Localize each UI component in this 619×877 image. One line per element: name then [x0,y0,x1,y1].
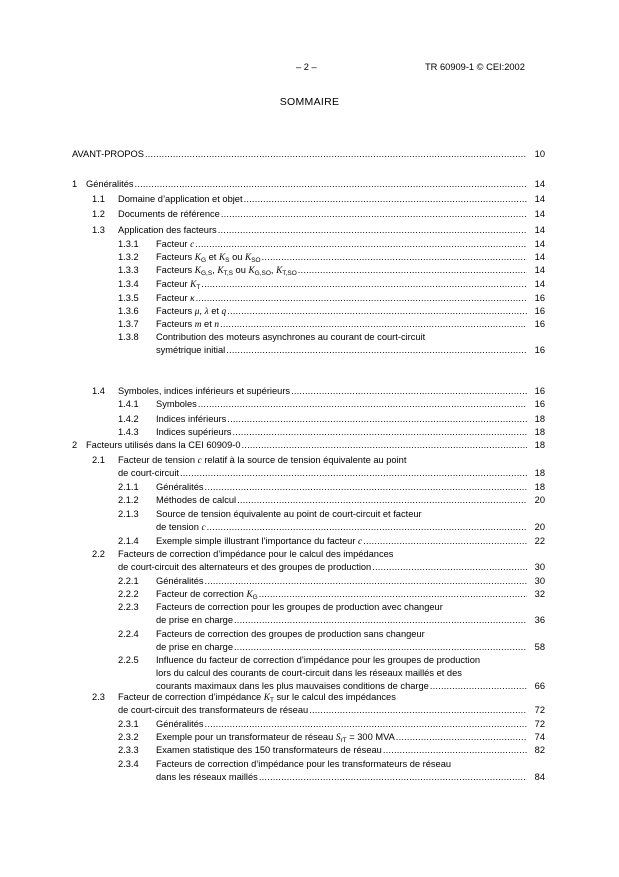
toc-leader-dots [201,278,527,290]
toc-entry-number: 2.1.3 [118,509,139,519]
toc-entry[interactable] [0,654,619,691]
toc-entry[interactable] [0,601,619,625]
toc-entry-page: 22 [534,536,545,546]
toc-entry-number: 1.3.8 [118,332,139,342]
toc-entry-number: 1.2 [92,209,105,219]
toc-entry-title: Facteur de correction $K_G$ [156,589,258,601]
toc-entry-page: 66 [534,681,545,691]
toc-entry[interactable] [0,292,619,304]
toc-entry-page: 14 [534,265,545,275]
toc-entry-title: Symboles [156,399,197,409]
toc-entry-page: 14 [534,239,545,249]
toc-entry-title: Généralités [86,179,134,189]
toc-entry-title-continued: de court-circuit des transformateurs de réseau [118,705,309,715]
toc-entry[interactable] [0,758,619,782]
toc-entry-page: 18 [534,440,545,450]
toc-entry-title: Influence du facteur de correction d’impédance pour les groupes de production [156,655,481,665]
toc-entry[interactable] [0,278,619,290]
toc-entry[interactable] [0,744,619,756]
toc-leader-dots [396,731,527,743]
toc-entry-title: AVANT-PROPOS [72,149,144,159]
document-reference: TR 60909-1 © CEI:2002 [425,62,525,72]
toc-entry[interactable] [0,535,619,547]
toc-leader-dots [363,535,527,547]
toc-entry[interactable] [0,331,619,355]
toc-entry-page: 74 [534,732,545,742]
toc-entry[interactable] [0,454,619,478]
toc-entry-page: 14 [534,194,545,204]
toc-entry-number: 1.4.2 [118,414,139,424]
toc-entry-title: Méthodes de calcul [156,495,237,505]
toc-entry-page: 58 [534,642,545,652]
toc-entry-number: 2.2.5 [118,655,139,665]
toc-entry-number: 2.3 [92,692,105,702]
toc-entry-page: 14 [534,279,545,289]
toc-entry-title: Généralités [156,576,204,586]
page-title: SOMMAIRE [279,96,340,108]
toc-entry-number: 1.3.1 [118,239,139,249]
toc-leader-dots [218,224,527,236]
toc-entry-title: Facteur de tension c relatif à la source de tension équivalente au point [118,455,407,466]
toc-entry-page: 16 [534,306,545,316]
toc-entry-page: 18 [534,482,545,492]
toc-leader-dots [226,344,527,356]
toc-entry-title: Facteurs de correction pour les groupes de production avec changeur [156,602,443,612]
toc-entry[interactable] [0,426,619,438]
toc-entry[interactable] [0,178,619,190]
toc-entry-page: 14 [534,209,545,219]
toc-entry-page: 16 [534,386,545,396]
toc-leader-dots [309,704,527,716]
toc-entry-title-continued: de court-circuit des alternateurs et des groupes de production [118,562,372,572]
toc-entry-page: 14 [534,225,545,235]
toc-entry-page: 82 [534,745,545,755]
toc-entry-title-continued: de court-circuit [118,468,179,478]
toc-entry[interactable] [0,318,619,330]
toc-entry-title: Facteur c [156,239,195,250]
toc-entry-number: 2.2.3 [118,602,139,612]
toc-leader-dots [234,614,527,626]
toc-entry-title-continued: courants maximaux dans les plus mauvaises conditions de charge [156,681,429,691]
toc-entry[interactable] [0,413,619,425]
toc-entry-title: Facteurs $K_{G,S}$, $K_{T,S}$ ou $K_{G,SO}$, $K_{T,SO}$ [156,265,297,277]
toc-leader-dots [227,305,527,317]
toc-entry-number: 1.3.5 [118,293,139,303]
toc-entry-page: 72 [534,705,545,715]
toc-leader-dots [195,238,527,250]
toc-entry-number: 2.2 [92,549,105,559]
toc-entry-number: 2.2.4 [118,629,139,639]
toc-entry-page: 32 [534,589,545,599]
toc-entry-title: Facteurs de correction des groupes de production sans changeur [156,629,425,639]
toc-entry-title: Documents de référence [118,209,220,219]
toc-entry-number: 2.1.2 [118,495,139,505]
toc-entry-title: Facteurs $K_G$ et $K_S$ ou $K_{SO}$ [156,252,261,264]
toc-entry-number: 1.4.3 [118,427,139,437]
toc-entry[interactable] [0,208,619,220]
toc-entry-number: 2.3.1 [118,719,139,729]
toc-leader-dots [205,575,527,587]
toc-entry-title: Facteurs m et n [156,319,220,330]
toc-entry-page: 30 [534,562,545,572]
toc-entry-title: Facteurs de correction d’impédance pour les transformateurs de réseau [156,759,452,769]
toc-entry-page: 72 [534,719,545,729]
toc-entry-page: 20 [534,495,545,505]
toc-entry-title: Indices supérieurs [156,427,232,437]
toc-leader-dots [234,641,527,653]
toc-entry-number: 1.3.3 [118,265,139,275]
toc-entry-number: 2.1.1 [118,482,139,492]
toc-entry[interactable] [0,439,619,451]
toc-entry[interactable] [0,575,619,587]
toc-entry[interactable] [0,224,619,236]
toc-leader-dots [259,771,527,783]
toc-entry[interactable] [0,148,619,160]
toc-entry-title-continued: de prise en charge [156,615,234,625]
toc-leader-dots [220,318,527,330]
toc-leader-dots [227,413,527,425]
toc-leader-dots [135,178,527,190]
toc-entry-title: Facteurs utilisés dans la CEI 60909-0 [86,440,241,450]
toc-leader-dots [244,193,527,205]
toc-entry-number: 1.4.1 [118,399,139,409]
toc-leader-dots [242,439,527,451]
toc-leader-dots [232,426,527,438]
toc-entry[interactable] [0,508,619,533]
toc-leader-dots [196,292,527,304]
toc-entry[interactable] [0,385,619,397]
toc-entry[interactable] [0,691,619,715]
toc-leader-dots [180,467,527,479]
toc-entry-title: Examen statistique des 150 transformateurs de réseau [156,745,382,755]
toc-entry-number: 1.1 [92,194,105,204]
toc-entry-title: Facteur $K_T$ [156,279,201,291]
toc-entry-number: 2.2.2 [118,589,139,599]
page-number: – 2 – [296,62,317,72]
toc-entry-page: 18 [534,414,545,424]
toc-entry-number: 1.3.2 [118,252,139,262]
toc-entry-number: 2.3.3 [118,745,139,755]
toc-entry-title: Facteurs de correction d’impédance pour le calcul des impédances [118,549,394,559]
toc-entry-page: 18 [534,468,545,478]
toc-entry-number: 1.3.7 [118,319,139,329]
toc-leader-dots [372,561,527,573]
toc-entry[interactable] [0,588,619,600]
toc-entry-title: Facteur de correction d’impédance $K_T$ sur le calcul des impédances [118,692,396,704]
toc-entry-number: 2.1 [92,455,105,465]
toc-leader-dots [383,744,527,756]
toc-entry-page: 16 [534,319,545,329]
toc-leader-dots [198,398,527,410]
toc-entry-title: Indices inférieurs [156,414,227,424]
toc-entry-number: 1.3 [92,225,105,235]
toc-entry-page: 16 [534,345,545,355]
toc-entry-number: 2.1.4 [118,536,139,546]
toc-entry-title: Généralités [156,719,204,729]
toc-leader-dots [145,148,527,160]
toc-entry-page: 36 [534,615,545,625]
toc-entry-title-continued: lors du calcul des courants de court-circuit dans les réseaux maillés et des [156,668,462,678]
toc-leader-dots [262,251,527,263]
toc-leader-dots [291,385,527,397]
toc-entry-title: Exemple pour un transformateur de réseau $S_{rT} = 300$ MVA [156,732,395,744]
toc-entry[interactable] [0,305,619,317]
toc-entry-page: 16 [534,399,545,409]
toc-entry[interactable] [0,251,619,263]
toc-leader-dots [205,718,527,730]
toc-entry-title: Facteur κ [156,293,195,304]
toc-entry-page: 10 [534,149,545,159]
toc-entry-title: Domaine d’application et objet [118,194,243,204]
toc-entry-number: 2.3.2 [118,732,139,742]
toc-entry-page: 18 [534,427,545,437]
toc-entry-number: 2 [72,440,78,450]
toc-entry-number: 1.4 [92,386,105,396]
toc-entry-title: Exemple simple illustrant l’importance du facteur c [156,536,363,547]
toc-entry[interactable] [0,494,619,506]
toc-entry-title-continued: dans les réseaux maillés [156,772,258,782]
toc-entry-title: Application des facteurs [118,225,217,235]
toc-entry-title: Facteurs μ, λ et q [156,306,227,317]
toc-leader-dots [259,588,527,600]
toc-entry-page: 20 [534,522,545,532]
toc-entry-page: 30 [534,576,545,586]
toc-entry[interactable] [0,718,619,730]
toc-entry-page: 14 [534,179,545,189]
toc-entry-number: 1.3.6 [118,306,139,316]
toc-entry-page: 84 [534,772,545,782]
toc-entry[interactable] [0,731,619,743]
toc-entry[interactable] [0,398,619,410]
toc-entry[interactable] [0,481,619,493]
toc-entry[interactable] [0,193,619,205]
toc-entry[interactable] [0,238,619,250]
toc-entry-title: Source de tension équivalente au point de court-circuit et facteur [156,509,422,519]
toc-entry[interactable] [0,548,619,572]
toc-entry-title-continued: de tension c [156,522,206,533]
toc-leader-dots [237,494,527,506]
toc-entry-title: Généralités [156,482,204,492]
toc-entry-title-continued: de prise en charge [156,642,234,652]
toc-entry-page: 16 [534,293,545,303]
toc-entry-number: 1 [72,179,78,189]
toc-leader-dots [207,521,527,533]
toc-leader-dots [221,208,527,220]
toc-leader-dots [298,264,527,276]
toc-entry-title: Symboles, indices inférieurs et supérieurs [118,386,291,396]
toc-entry-number: 2.2.1 [118,576,139,586]
toc-entry-page: 14 [534,252,545,262]
toc-entry-title-continued: symétrique initial [156,345,226,355]
toc-entry-title: Contribution des moteurs asynchrones au courant de court-circuit [156,332,426,342]
toc-entry[interactable] [0,264,619,276]
toc-entry-number: 1.3.4 [118,279,139,289]
toc-entry-number: 2.3.4 [118,759,139,769]
toc-entry[interactable] [0,628,619,652]
toc-leader-dots [205,481,527,493]
